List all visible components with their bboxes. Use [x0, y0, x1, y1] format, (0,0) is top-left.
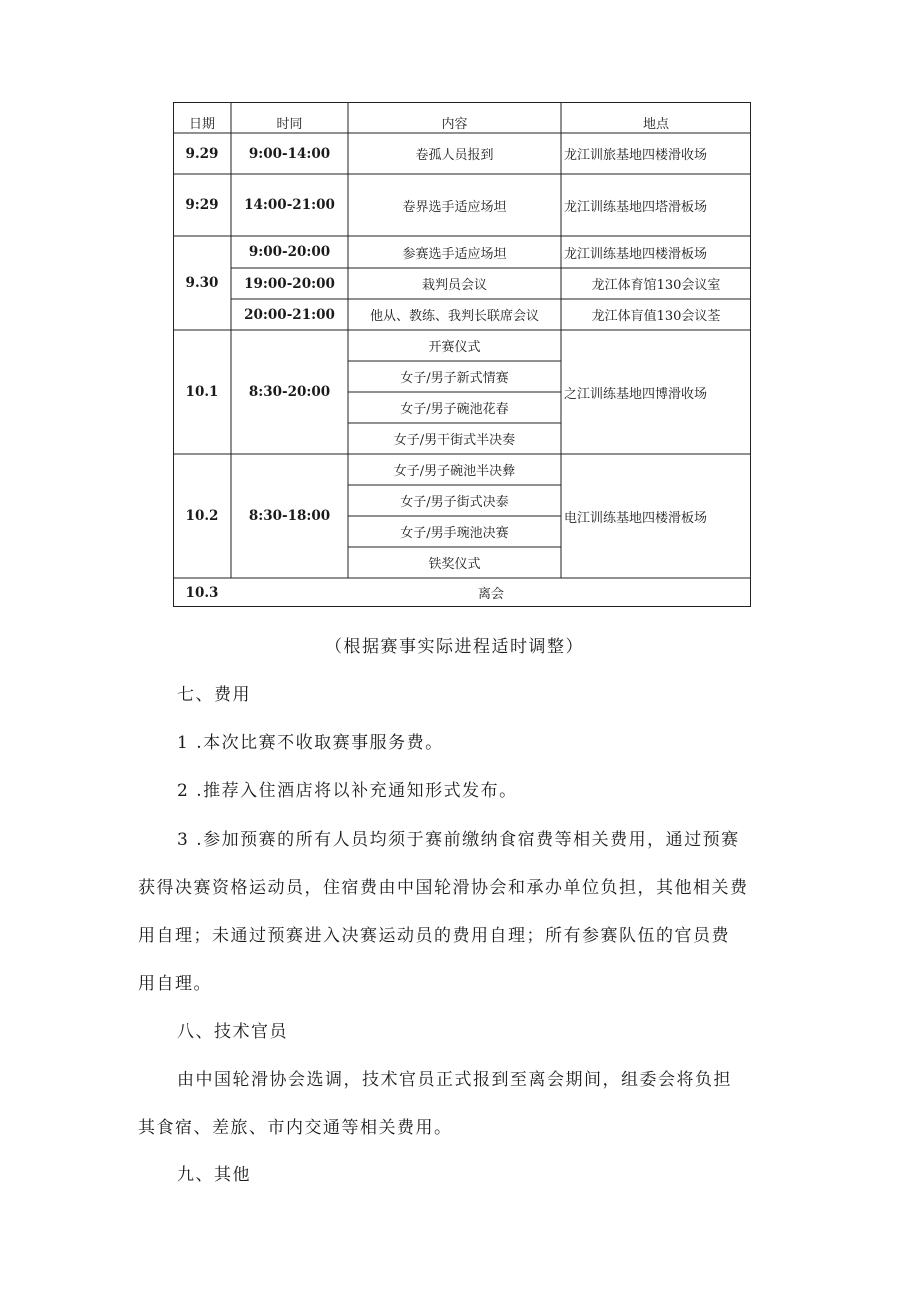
- schedule-note: （根据赛事实际进程适时调整）: [325, 637, 584, 657]
- fee-item-3-line-1: 3 .参加预赛的所有人员均须于赛前缴纳食宿费等相关费用，通过预赛: [177, 830, 740, 850]
- place-cell: 龙江训练基地四楼滑板场: [564, 246, 708, 262]
- content-cell: 女子/男手琬池决赛: [400, 526, 509, 541]
- content-cell: 女子/男子碗池半决彜: [393, 464, 516, 479]
- fee-item-3-line-2: 获得决赛资格运动员，住宿费由中国轮滑协会和承办单位负担，其他相关费: [138, 878, 749, 898]
- section-heading-fees: 七、费用: [177, 685, 251, 705]
- content-cell: 参赛选手适应场坦: [402, 246, 507, 262]
- date-cell: 10.1: [185, 384, 219, 400]
- content-cell: 卷孤人员报到: [415, 148, 494, 163]
- officials-line-2: 其食宿、差旅、市内交通等相关费用。: [138, 1118, 453, 1138]
- time-cell: 9:00-14:00: [248, 145, 331, 162]
- date-cell: 10.2: [185, 508, 219, 524]
- time-cell: 19:00-20:00: [244, 275, 335, 292]
- time-cell: 9:00-20:00: [248, 244, 331, 260]
- date-cell: 9:29: [185, 197, 219, 213]
- content-cell: 女子/男子街式决泰: [400, 495, 509, 510]
- place-cell: 龙江训练基地四塔滑板场: [564, 199, 708, 215]
- content-cell: 栽判员会议: [421, 278, 487, 293]
- time-cell: 20:00-21:00: [244, 306, 335, 323]
- date-cell: 9.29: [185, 145, 219, 162]
- content-cell: 离会: [477, 587, 504, 602]
- content-cell: 开赛仪式: [428, 340, 481, 355]
- place-cell: 龙江训旅基地四楼滑收场: [564, 148, 708, 163]
- header-place: 地点: [642, 117, 669, 132]
- place-cell: 之江训练基地四博滑收场: [564, 386, 708, 402]
- fee-item-3-line-3: 用自理；未通过预赛进入决赛运动员的费用自理；所有参赛队伍的官员费: [138, 926, 730, 946]
- content-cell: 女子/男干街式半决奏: [393, 433, 516, 448]
- content-cell: 他从、教练、我判长联席会议: [369, 309, 539, 324]
- time-cell: 8:30-20:00: [248, 384, 331, 400]
- header-date: 日期: [188, 117, 215, 132]
- section-heading-officials: 八、技术官员: [177, 1022, 288, 1042]
- header-content: 内容: [441, 117, 468, 132]
- place-cell: 龙江体肓值130会议荃: [591, 309, 721, 324]
- time-cell: 8:30-18:00: [248, 508, 331, 524]
- date-cell: 9.30: [185, 275, 219, 291]
- content-cell: 女子/男子新式情赛: [400, 371, 509, 386]
- fee-item-2: 2 .推荐入住酒店将以补充通知形式发布。: [177, 781, 518, 801]
- officials-line-1: 由中国轮滑协会选调，技术官员正式报到至离会期间，组委会将负担: [177, 1070, 732, 1090]
- header-time: 时同: [276, 117, 303, 132]
- fee-item-1: 1 .本次比赛不收取赛事服务费。: [177, 733, 444, 753]
- section-heading-other: 九、其他: [177, 1165, 251, 1185]
- place-cell: 电江训练基地四楼滑板场: [564, 510, 708, 526]
- date-cell: 10.3: [185, 584, 219, 601]
- fee-item-3-line-4: 用自理。: [138, 974, 212, 994]
- time-cell: 14:00-21:00: [244, 197, 335, 213]
- schedule-table: [173, 102, 751, 607]
- content-cell: 女子/男子碗池花春: [400, 402, 509, 417]
- place-cell: 龙江体育馆130会议室: [591, 278, 721, 293]
- content-cell: 铁奖仪式: [428, 557, 481, 572]
- content-cell: 卷界选手适应场坦: [402, 199, 507, 215]
